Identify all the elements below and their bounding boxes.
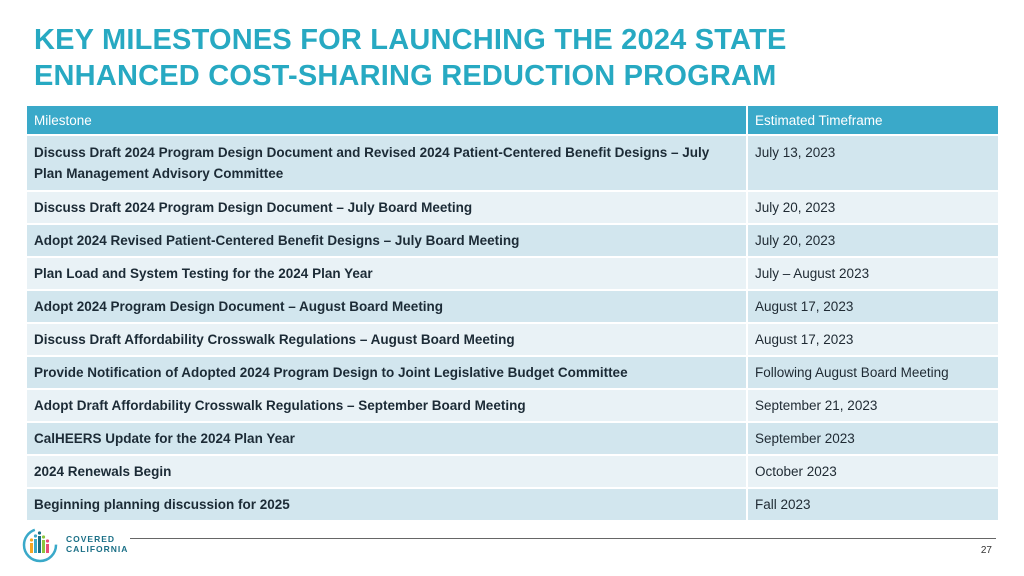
table-row bbox=[27, 224, 998, 257]
milestones-table bbox=[27, 106, 998, 522]
timeframe-cell: August 17, 2023 bbox=[747, 290, 998, 323]
table-row bbox=[27, 290, 998, 323]
milestone-cell: Adopt 2024 Revised Patient-Centered Benefit Designs – July Board Meeting bbox=[27, 224, 747, 257]
timeframe-cell: October 2023 bbox=[747, 455, 998, 488]
timeframe-cell: Following August Board Meeting bbox=[747, 356, 998, 389]
table-row bbox=[27, 455, 998, 488]
table-header-row bbox=[27, 106, 998, 135]
timeframe-cell: July 13, 2023 bbox=[747, 135, 998, 191]
milestone-cell: CalHEERS Update for the 2024 Plan Year bbox=[27, 422, 747, 455]
milestone-cell: Provide Notification of Adopted 2024 Program Design to Joint Legislative Budget Committee bbox=[27, 356, 747, 389]
milestone-cell: Discuss Draft 2024 Program Design Document and Revised 2024 Patient-Centered Benefit Designs – July Plan Management Advisory Committee bbox=[27, 135, 747, 191]
slide-title-line-1: KEY MILESTONES FOR LAUNCHING THE 2024 STATE bbox=[34, 24, 787, 56]
table-row bbox=[27, 135, 998, 191]
logo-line-2: CALIFORNIA bbox=[66, 544, 129, 554]
milestone-column-header: Milestone bbox=[27, 106, 747, 135]
milestone-cell: Adopt 2024 Program Design Document – August Board Meeting bbox=[27, 290, 747, 323]
timeframe-cell: September 2023 bbox=[747, 422, 998, 455]
table-row bbox=[27, 323, 998, 356]
milestone-cell: Adopt Draft Affordability Crosswalk Regulations – September Board Meeting bbox=[27, 389, 747, 422]
milestone-cell: Plan Load and System Testing for the 2024 Plan Year bbox=[27, 257, 747, 290]
logo-wordmark bbox=[66, 534, 128, 554]
slide-title bbox=[34, 22, 994, 94]
timeframe-cell: Fall 2023 bbox=[747, 488, 998, 521]
table-row bbox=[27, 191, 998, 224]
milestone-cell: 2024 Renewals Begin bbox=[27, 455, 747, 488]
milestone-cell: Discuss Draft Affordability Crosswalk Regulations – August Board Meeting bbox=[27, 323, 747, 356]
table-row bbox=[27, 422, 998, 455]
table-row bbox=[27, 488, 998, 521]
timeframe-cell: August 17, 2023 bbox=[747, 323, 998, 356]
footer-divider bbox=[130, 538, 996, 539]
table-row bbox=[27, 257, 998, 290]
timeframe-cell: July – August 2023 bbox=[747, 257, 998, 290]
slide-title-line-2: ENHANCED COST-SHARING REDUCTION PROGRAM bbox=[34, 60, 777, 92]
table-row bbox=[27, 356, 998, 389]
milestone-cell: Beginning planning discussion for 2025 bbox=[27, 488, 747, 521]
timeframe-cell: September 21, 2023 bbox=[747, 389, 998, 422]
timeframe-column-header: Estimated Timeframe bbox=[747, 106, 998, 135]
timeframe-cell: July 20, 2023 bbox=[747, 224, 998, 257]
milestone-cell: Discuss Draft 2024 Program Design Document – July Board Meeting bbox=[27, 191, 747, 224]
table-row bbox=[27, 389, 998, 422]
timeframe-cell: July 20, 2023 bbox=[747, 191, 998, 224]
page-number: 27 bbox=[980, 545, 992, 556]
logo-line-1: COVERED bbox=[66, 534, 116, 544]
